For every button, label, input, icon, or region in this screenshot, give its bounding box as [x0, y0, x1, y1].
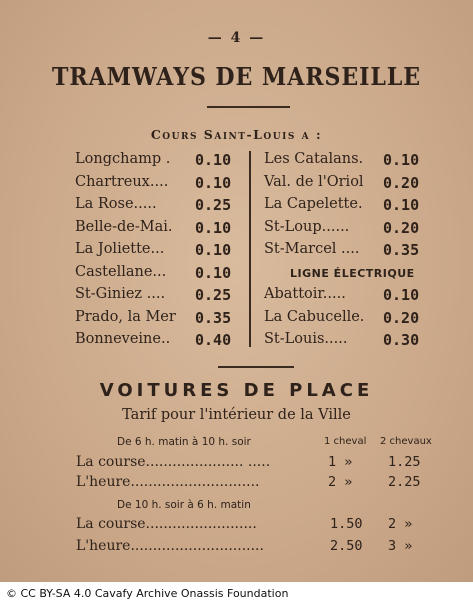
two-horse-price: 2.25 [388, 474, 421, 490]
stop-name: La Rose..... [75, 196, 157, 212]
fare-price: 0.10 [195, 218, 232, 237]
night-tariff-header: De 10 h. soir à 6 h. matin [117, 499, 251, 511]
one-horse-price: 2 » [328, 474, 353, 490]
tariff-label: L'heure.............................. [76, 538, 264, 554]
section-heading: Cours Saint-Louis a : [150, 127, 323, 142]
stop-name: La Capelette. [264, 196, 363, 212]
fare-price: 0.20 [383, 218, 420, 237]
stop-name: La Joliette... [75, 241, 165, 257]
stop-name: St-Louis..... [264, 331, 348, 347]
fare-price: 0.10 [383, 286, 420, 304]
tariff-row [76, 516, 436, 536]
one-horse-price: 1.50 [330, 516, 363, 532]
stop-name: St-Loup...... [264, 218, 350, 235]
column-divider [249, 151, 251, 347]
page-number: — 4 — [207, 30, 266, 46]
tarif-subtitle: Tarif pour l'intérieur de la Ville [122, 407, 351, 423]
page-title: TRAMWAYS DE MARSEILLE [51, 62, 422, 91]
copyright-text: © CC BY-SA 4.0 Cavafy Archive Onassis Foundation [6, 587, 289, 600]
two-horse-price: 1.25 [388, 454, 421, 470]
day-tariff-header: De 6 h. matin à 10 h. soir [117, 436, 251, 448]
fare-price: 0.10 [195, 151, 232, 169]
stop-name: Les Catalans. [264, 151, 364, 167]
stop-name: Abattoir..... [264, 286, 346, 302]
tariff-label: La course......................... [76, 516, 257, 532]
tariff-row [76, 454, 436, 474]
stop-name: Belle-de-Mai. [75, 218, 173, 235]
one-horse-price: 2.50 [330, 538, 363, 554]
fare-price: 0.10 [195, 241, 232, 259]
stop-name: St-Giniez .... [75, 286, 166, 302]
stop-name: Chartreux.... [75, 173, 169, 190]
tariff-label: La course...................... ..... [76, 454, 271, 470]
fare-price: 0.10 [383, 196, 420, 214]
fare-price: 0.20 [383, 173, 420, 192]
fare-price: 0.35 [383, 241, 420, 259]
fare-price: 0.25 [195, 196, 232, 214]
one-horse-price: 1 » [328, 454, 353, 470]
fare-price: 0.25 [195, 286, 232, 304]
tariff-row [76, 474, 436, 494]
stop-name: Val. de l'Oriol [264, 173, 364, 190]
fare-price: 0.10 [195, 263, 232, 282]
fare-price: 0.30 [383, 331, 420, 349]
copyright-footer [0, 582, 473, 605]
two-horse-header: 2 chevaux [380, 436, 432, 447]
tariff-row [76, 538, 436, 558]
two-horse-price: 3 » [388, 538, 413, 554]
stop-name: Bonneveine.. [75, 331, 171, 347]
one-horse-header: 1 cheval [324, 436, 367, 447]
stop-name: La Cabucelle. [264, 308, 365, 325]
fare-price: 0.20 [383, 308, 420, 327]
section-divider [218, 366, 294, 368]
voitures-title: VOITURES DE PLACE [99, 380, 374, 401]
fare-price: 0.10 [383, 151, 420, 169]
stop-name: St-Marcel .... [264, 241, 360, 257]
stop-name: Prado, la Mer [75, 308, 176, 325]
title-divider [207, 106, 290, 108]
fare-price: 0.10 [195, 173, 232, 192]
fare-price: 0.40 [195, 331, 232, 349]
stop-name: Longchamp . [75, 151, 171, 167]
electric-line-heading: LIGNE ÉLECTRIQUE [290, 267, 415, 280]
stop-name: Castellane... [75, 263, 167, 280]
fare-price: 0.35 [195, 308, 232, 327]
tariff-label: L'heure............................. [76, 474, 260, 490]
two-horse-price: 2 » [388, 516, 413, 532]
